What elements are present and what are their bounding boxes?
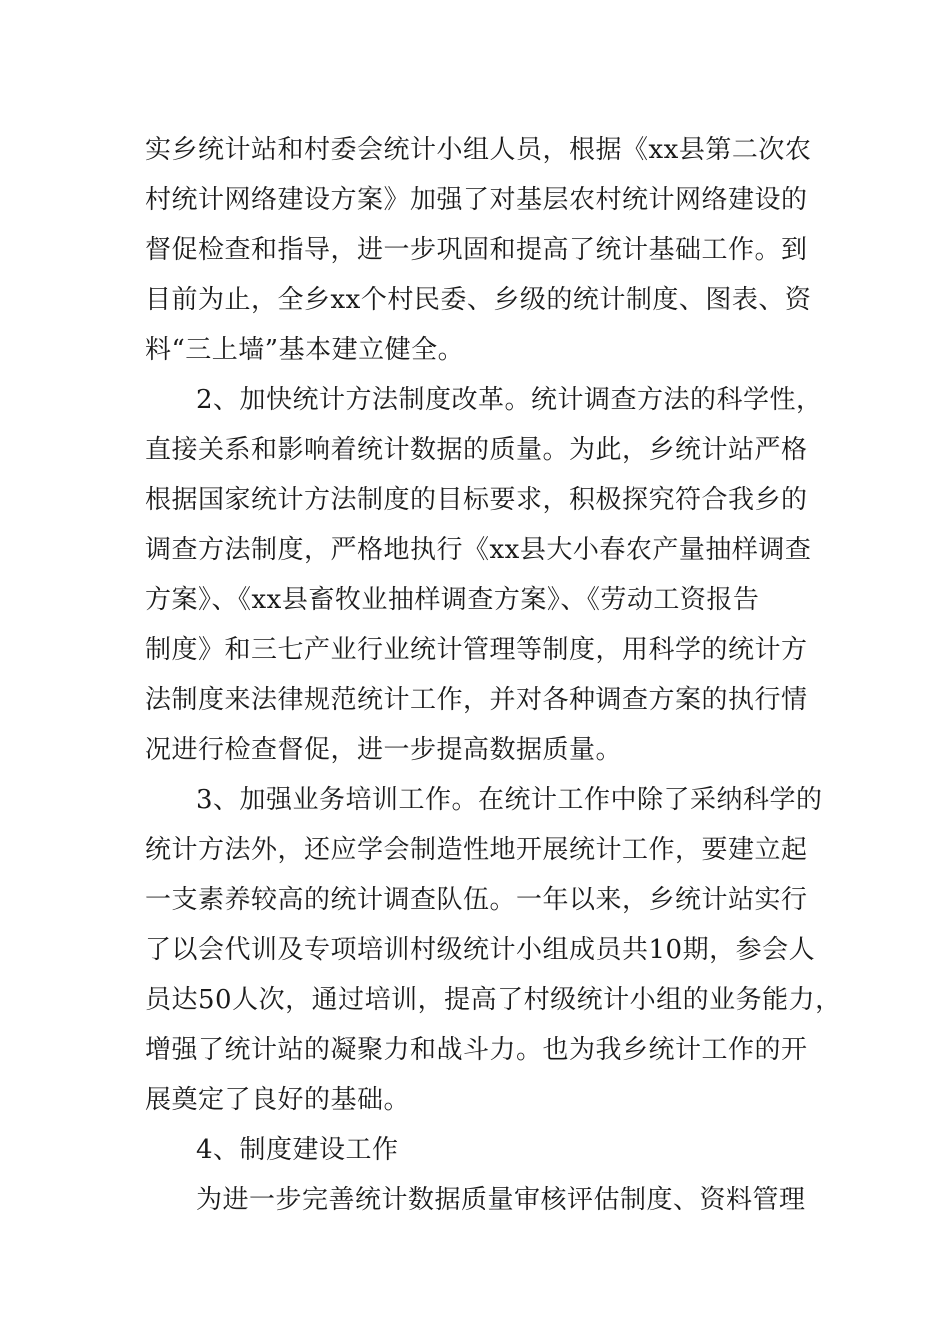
text-line: 村统计网络建设方案》加强了对基层农村统计网络建设的 (145, 185, 808, 215)
section-heading: 4、制度建设工作 (196, 1135, 399, 1165)
text-line: 料“三上墙”基本建立健全。 (145, 335, 465, 365)
text-line: 展奠定了良好的基础。 (145, 1085, 411, 1115)
paragraph-start-line: 3、加强业务培训工作。在统计工作中除了采纳科学的 (196, 785, 823, 815)
text-line: 目前为止，全乡xx个村民委、乡级的统计制度、图表、资 (145, 285, 812, 315)
text-line: 根据国家统计方法制度的目标要求，积极探究符合我乡的 (145, 485, 808, 515)
text-line: 调查方法制度，严格地执行《xx县大小春农产量抽样调查 (145, 535, 812, 565)
text-line: 增强了统计站的凝聚力和战斗力。也为我乡统计工作的开 (145, 1035, 808, 1065)
text-line: 统计方法外，还应学会制造性地开展统计工作，要建立起 (145, 835, 808, 865)
text-line: 一支素养较高的统计调查队伍。一年以来，乡统计站实行 (145, 885, 808, 915)
paragraph-start-line: 为进一步完善统计数据质量审核评估制度、资料管理 (196, 1185, 806, 1215)
text-line: 制度》和三七产业行业统计管理等制度，用科学的统计方 (145, 635, 808, 665)
text-line: 直接关系和影响着统计数据的质量。为此，乡统计站严格 (145, 435, 808, 465)
text-line: 员达50人次，通过培训，提高了村级统计小组的业务能力， (145, 985, 842, 1015)
text-line: 法制度来法律规范统计工作，并对各种调查方案的执行情 (145, 685, 808, 715)
text-line: 况进行检查督促，进一步提高数据质量。 (145, 735, 623, 765)
paragraph-start-line: 2、加快统计方法制度改革。统计调查方法的科学性， (196, 385, 823, 415)
text-line: 方案》、《xx县畜牧业抽样调查方案》、《劳动工资报告 (145, 585, 760, 615)
text-line: 督促检查和指导，进一步巩固和提高了统计基础工作。到 (145, 235, 808, 265)
text-line: 了以会代训及专项培训村级统计小组成员共10期，参会人 (145, 935, 816, 965)
text-line: 实乡统计站和村委会统计小组人员，根据《xx县第二次农 (145, 135, 812, 165)
